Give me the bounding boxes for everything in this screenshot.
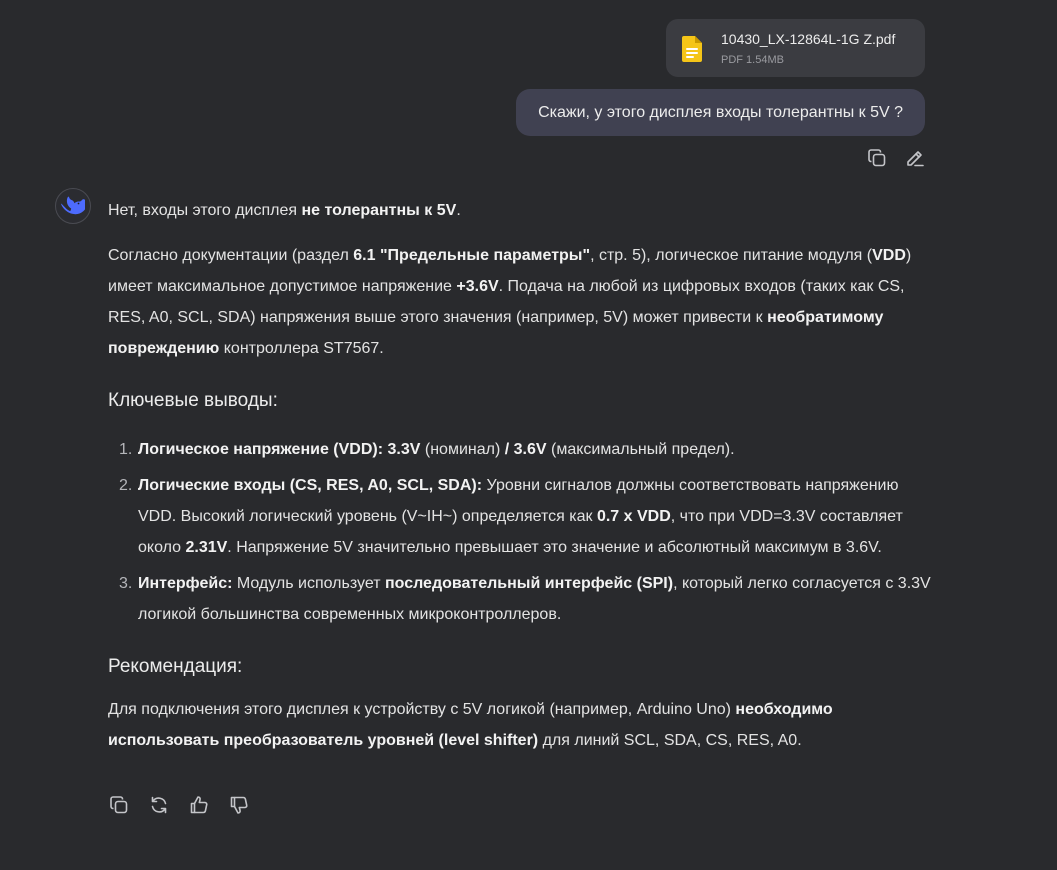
- key-points-list: [108, 434, 938, 630]
- list-number: 2.: [119, 477, 133, 494]
- bold-run: +3.6V: [456, 278, 499, 295]
- text-run: ) имеет максимальное допустимое напряжение: [108, 247, 912, 295]
- text-run: . Подача на любой из цифровых входов (таких как CS, RES, A0, SCL, SDA) напряжения выше этого значения (например, 5V) может привести к: [108, 278, 905, 326]
- copy-icon[interactable]: [108, 794, 130, 816]
- bold-run: 6.1 "Предельные параметры": [353, 247, 591, 264]
- text-run: Согласно документации (раздел: [108, 247, 354, 264]
- list-item: [108, 568, 938, 630]
- text-run: .: [456, 202, 461, 219]
- text-run: , который легко согласуется с 3.3V логикой большинства современных микроконтроллеров.: [138, 575, 931, 623]
- text-run: Уровни сигналов должны соответствовать напряжению VDD. Высокий логический уровень (V~IH~) определяется как: [138, 477, 899, 525]
- bold-run: 0.7 x VDD: [596, 508, 671, 525]
- bold-run: Интерфейс:: [138, 575, 233, 592]
- list-item: [108, 470, 938, 563]
- text-run: , стр. 5), логическое питание модуля (: [590, 247, 873, 264]
- bold-run: последовательный интерфейс (SPI): [384, 575, 674, 592]
- bold-run: необратимому повреждению: [108, 309, 884, 357]
- text-run: , что при VDD=3.3V составляет около: [138, 508, 903, 556]
- answer-paragraph-2: [108, 240, 938, 364]
- bold-run: необходимо использовать преобразователь уровней (level shifter): [108, 701, 833, 749]
- bold-run: 2.31V: [185, 539, 228, 556]
- user-message-bubble: [516, 89, 925, 136]
- user-message-text: Скажи, у этого дисплея входы толерантны к 5V ?: [538, 103, 903, 121]
- text-run: для линий SCL, SDA, CS, RES, A0.: [538, 732, 802, 749]
- assistant-answer: [108, 195, 938, 756]
- text-run: (максимальный предел).: [546, 441, 735, 458]
- user-message-actions: [866, 147, 926, 169]
- list-item: [108, 434, 938, 465]
- answer-paragraph-1: [108, 195, 938, 226]
- assistant-avatar: [55, 188, 91, 224]
- attachment-file-name: 10430_LX-12864L-1G Z.pdf: [721, 31, 896, 47]
- attachment-card[interactable]: [666, 19, 925, 77]
- section-heading-key-points: Ключевые выводы:: [108, 390, 278, 411]
- edit-icon[interactable]: [904, 147, 926, 169]
- whale-logo-icon: [61, 196, 85, 216]
- attachment-file-meta: PDF 1.54MB: [721, 54, 784, 66]
- document-icon: [682, 36, 702, 62]
- bold-run: 3.3V: [387, 441, 421, 458]
- thumbs-down-icon[interactable]: [228, 794, 250, 816]
- answer-actions: [108, 794, 250, 816]
- regenerate-icon[interactable]: [148, 794, 170, 816]
- bold-run: не толерантны к 5V: [301, 202, 457, 219]
- text-run: (номинал): [420, 441, 505, 458]
- text-run: . Напряжение 5V значительно превышает это значение и абсолютный максимум в 3.6V.: [227, 539, 882, 556]
- section-heading-recommendation: Рекомендация:: [108, 656, 243, 677]
- copy-icon[interactable]: [866, 147, 888, 169]
- bold-run: Логическое напряжение (VDD):: [138, 441, 384, 458]
- list-number: 3.: [119, 575, 133, 592]
- text-run: Нет, входы этого дисплея: [108, 202, 302, 219]
- list-number: 1.: [119, 441, 133, 458]
- text-run: Для подключения этого дисплея к устройству с 5V логикой (например, Arduino Uno): [108, 701, 736, 718]
- bold-run: Логические входы (CS, RES, A0, SCL, SDA):: [138, 477, 483, 494]
- thumbs-up-icon[interactable]: [188, 794, 210, 816]
- bold-run: /: [504, 441, 510, 458]
- bold-run: 3.6V: [513, 441, 547, 458]
- answer-paragraph-3: [108, 694, 938, 756]
- text-run: Модуль использует: [232, 575, 385, 592]
- bold-run: VDD: [872, 247, 906, 264]
- text-run: контроллера ST7567.: [219, 340, 384, 357]
